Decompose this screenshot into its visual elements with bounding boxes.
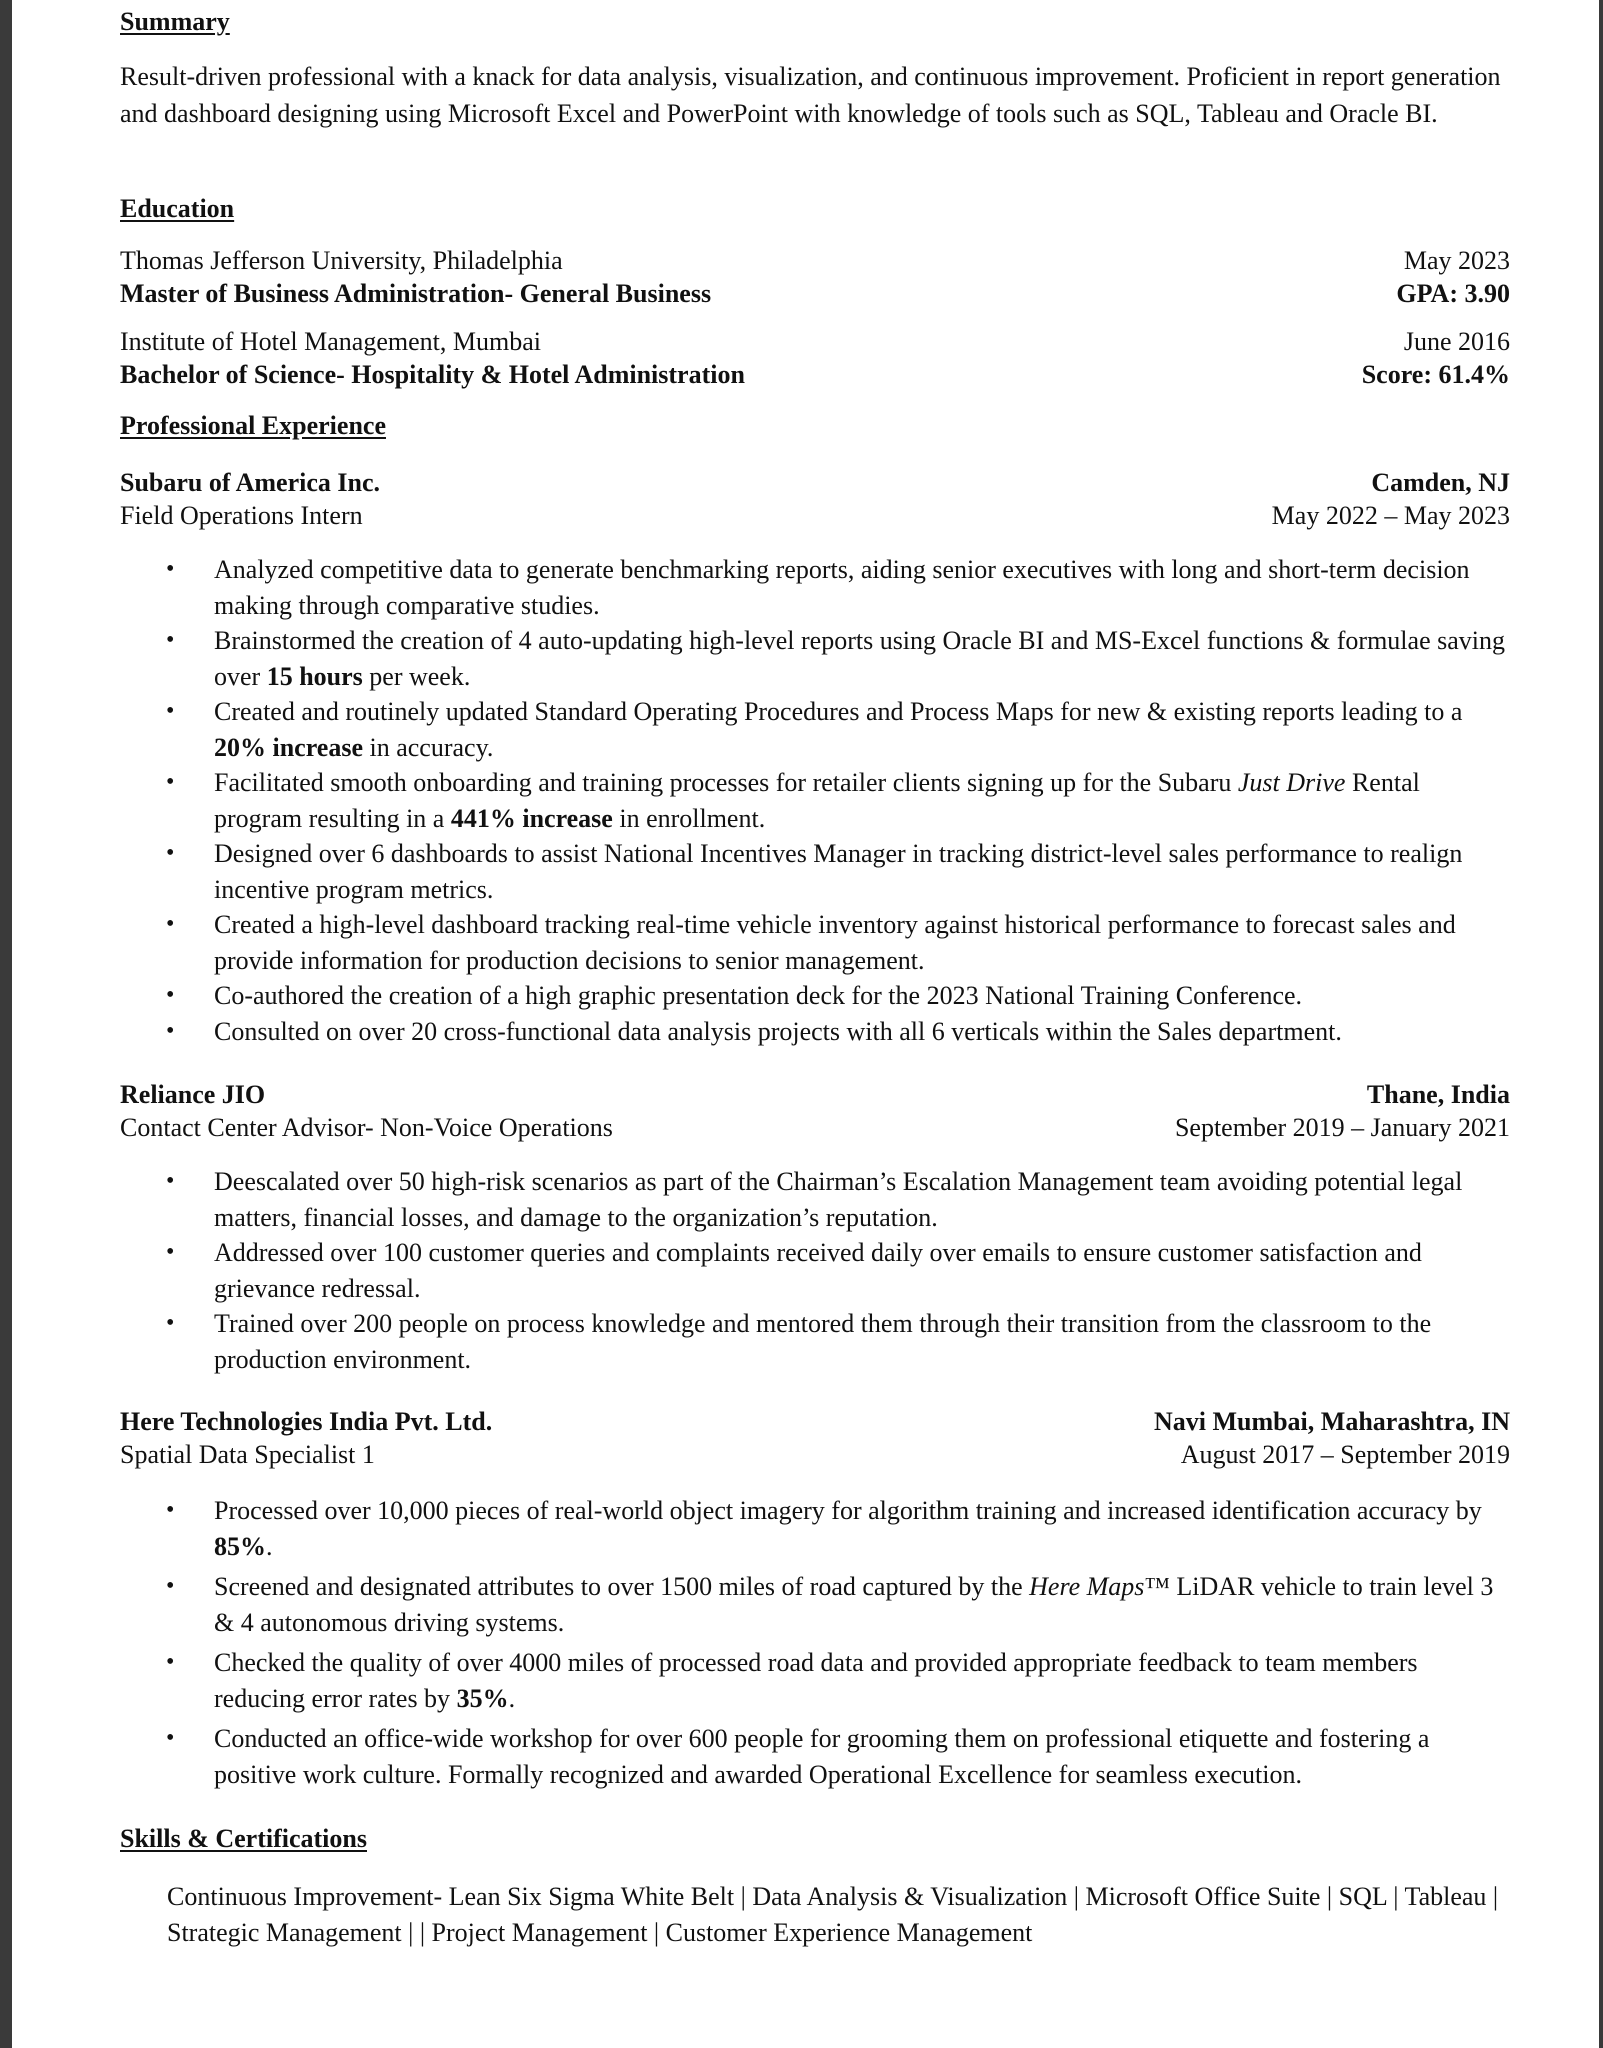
education-score: Score: 61.4% bbox=[1361, 360, 1510, 389]
education-date: May 2023 bbox=[1403, 246, 1510, 275]
bullet-item: • Conducted an office-wide workshop for over 600 people for grooming them on professional etiquette and fostering a positive work culture. Formally recognized and awarded Operational Excellence for seamless execution. bbox=[120, 1721, 1510, 1792]
job-entry bbox=[120, 466, 1510, 1049]
job-bullets bbox=[120, 1493, 1510, 1792]
bullet-item: • Designed over 6 dashboards to assist National Incentives Manager in tracking district-level sales performance to realign incentive program metrics. bbox=[120, 836, 1510, 907]
education-degree: Bachelor of Science- Hospitality & Hotel Administration bbox=[120, 360, 745, 389]
job-location: Camden, NJ bbox=[1371, 468, 1510, 497]
bullet-item: • Brainstormed the creation of 4 auto-updating high-level reports using Oracle BI and MS-Excel functions & formulae saving over 15 hours per week. bbox=[120, 623, 1510, 694]
summary-text: Result-driven professional with a knack for data analysis, visualization, and continuous improvement. Proficient in report generation and dashboard designing using Microsoft Excel and PowerPoint with knowledge of tools such as SQL, Tableau and Oracle BI. bbox=[120, 62, 1501, 128]
job-subheader bbox=[120, 499, 1510, 532]
bullet-item: • Processed over 10,000 pieces of real-world object imagery for algorithm training and increased identification accuracy by 85%. bbox=[120, 1493, 1510, 1564]
education-date: June 2016 bbox=[1403, 327, 1510, 356]
job-company: Subaru of America Inc. bbox=[120, 468, 380, 497]
bullet-item: • Deescalated over 50 high-risk scenarios as part of the Chairman’s Escalation Management team avoiding potential legal matters, financial losses, and damage to the organization’s reputation. bbox=[120, 1164, 1510, 1235]
experience-heading: Professional Experience bbox=[120, 411, 386, 440]
job-dates: September 2019 – January 2021 bbox=[1174, 1113, 1510, 1142]
skills-heading: Skills & Certifications bbox=[120, 1824, 367, 1853]
education-institution: Institute of Hotel Management, Mumbai bbox=[120, 327, 541, 356]
job-entry bbox=[120, 1078, 1510, 1377]
job-header bbox=[120, 1078, 1510, 1111]
bullet-item: • Consulted on over 20 cross-functional data analysis projects with all 6 verticals within the Sales department. bbox=[120, 1014, 1510, 1050]
education-institution: Thomas Jefferson University, Philadelphia bbox=[120, 246, 563, 275]
bullet-item: • Created a high-level dashboard tracking real-time vehicle inventory against historical performance to forecast sales and provide information for production decisions to senior management. bbox=[120, 907, 1510, 978]
bullet-item: • Created and routinely updated Standard Operating Procedures and Process Maps for new & existing reports leading to a 20% increase in accuracy. bbox=[120, 694, 1510, 765]
job-company: Reliance JIO bbox=[120, 1080, 266, 1109]
bullet-item: • Co-authored the creation of a high graphic presentation deck for the 2023 National Training Conference. bbox=[120, 978, 1510, 1014]
bullet-item: • Checked the quality of over 4000 miles of processed road data and provided appropriate feedback to team members reducing error rates by 35%. bbox=[120, 1645, 1510, 1716]
job-dates: May 2022 – May 2023 bbox=[1271, 501, 1510, 530]
bullet-item: • Facilitated smooth onboarding and training processes for retailer clients signing up for the Subaru Just Drive Rental program resulting in a 441% increase in enrollment. bbox=[120, 765, 1510, 836]
education-row bbox=[120, 325, 1510, 358]
bullet-item: • Trained over 200 people on process knowledge and mentored them through their transition from the classroom to the production environment. bbox=[120, 1306, 1510, 1377]
job-header bbox=[120, 466, 1510, 499]
job-location: Navi Mumbai, Maharashtra, IN bbox=[1153, 1407, 1510, 1436]
job-header bbox=[120, 1405, 1510, 1438]
summary-heading: Summary bbox=[120, 7, 230, 36]
bullet-item: • Analyzed competitive data to generate benchmarking reports, aiding senior executives with long and short-term decision making through comparative studies. bbox=[120, 552, 1510, 623]
bullet-item: • Addressed over 100 customer queries and complaints received daily over emails to ensure customer satisfaction and grievance redressal. bbox=[120, 1235, 1510, 1306]
skills-text: Continuous Improvement- Lean Six Sigma White Belt | Data Analysis & Visualization | Microsoft Office Suite | SQL | Tableau | Strategic Management | | Project Management | Customer Experience Management bbox=[167, 1882, 1499, 1947]
education-row bbox=[120, 358, 1510, 391]
education-heading: Education bbox=[120, 194, 235, 223]
job-subheader bbox=[120, 1111, 1510, 1144]
job-role: Spatial Data Specialist 1 bbox=[120, 1440, 375, 1469]
job-entry bbox=[120, 1405, 1510, 1792]
job-role: Contact Center Advisor- Non-Voice Operations bbox=[120, 1113, 613, 1142]
resume-page bbox=[12, 0, 1599, 2048]
education-entry bbox=[120, 325, 1510, 391]
summary-section bbox=[120, 5, 230, 39]
education-row bbox=[120, 244, 1510, 277]
job-bullets bbox=[120, 552, 1510, 1049]
education-degree: Master of Business Administration- General Business bbox=[120, 279, 712, 308]
job-role: Field Operations Intern bbox=[120, 501, 363, 530]
job-subheader bbox=[120, 1438, 1510, 1471]
job-company: Here Technologies India Pvt. Ltd. bbox=[120, 1407, 493, 1436]
job-bullets bbox=[120, 1164, 1510, 1377]
education-row bbox=[120, 277, 1510, 310]
job-location: Thane, India bbox=[1366, 1080, 1510, 1109]
education-score: GPA: 3.90 bbox=[1396, 279, 1510, 308]
education-entry bbox=[120, 244, 1510, 310]
job-dates: August 2017 – September 2019 bbox=[1180, 1440, 1510, 1469]
bullet-item: • Screened and designated attributes to over 1500 miles of road captured by the Here Maps™ LiDAR vehicle to train level 3 & 4 autonomous driving systems. bbox=[120, 1569, 1510, 1640]
